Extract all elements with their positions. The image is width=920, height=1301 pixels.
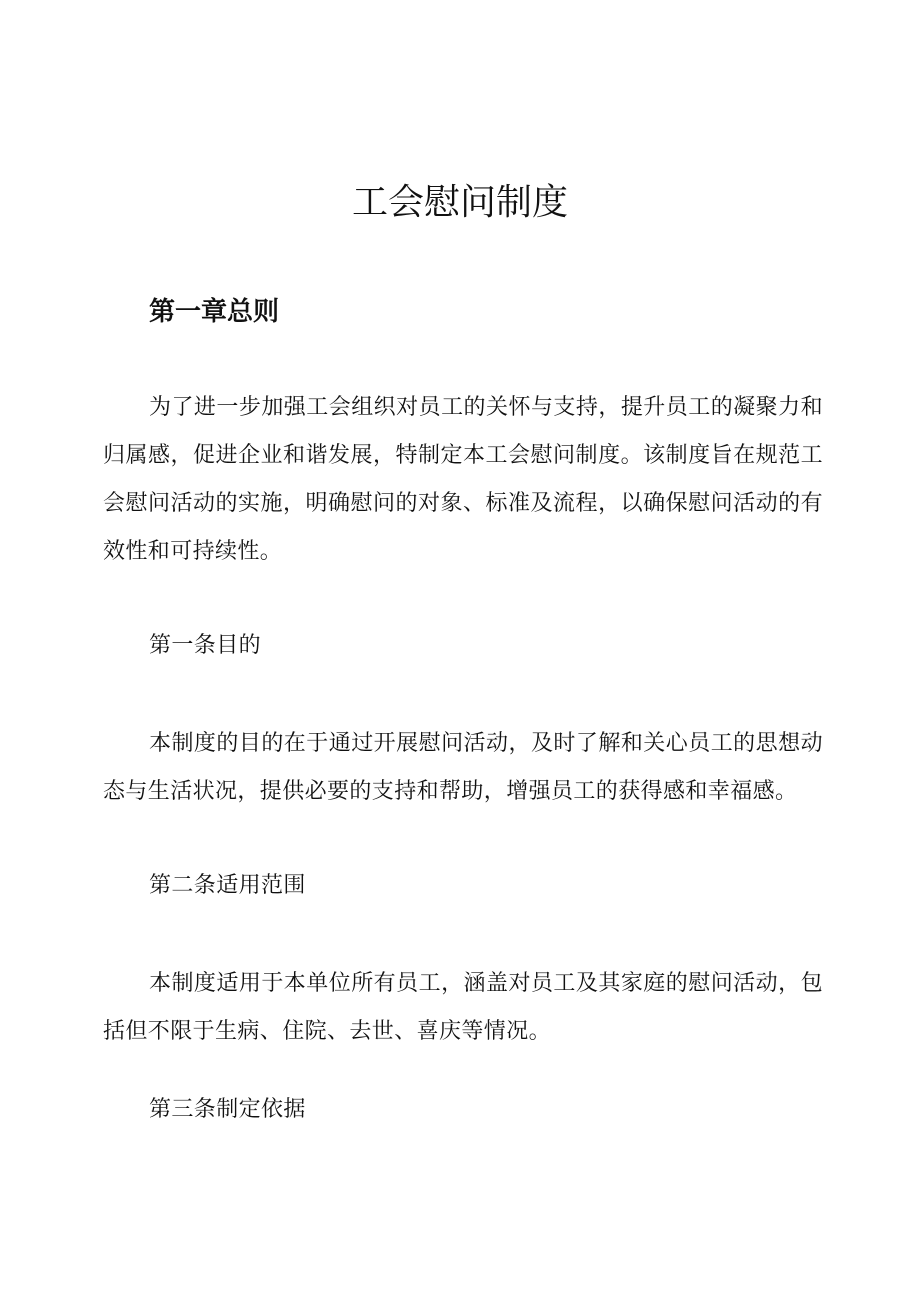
document-title: 工会慰问制度 xyxy=(351,182,568,223)
article-2-paragraph: 本制度适用于本单位所有员工，涵盖对员工及其家庭的慰问活动，包括但不限于生病、住院、去世、喜庆等情况。 xyxy=(103,971,823,1044)
article-1-paragraph: 本制度的目的在于通过开展慰问活动，及时了解和关心员工的思想动态与生活状况，提供必要的支持和帮助，增强员工的获得感和幸福感。 xyxy=(103,731,823,804)
chapter-heading: 第一章总则 xyxy=(149,297,280,327)
article-2-heading: 第二条适用范围 xyxy=(149,873,306,898)
intro-paragraph: 为了进一步加强工会组织对员工的关怀与支持，提升员工的凝聚力和归属感，促进企业和谐发展，特制定本工会慰问制度。该制度旨在规范工会慰问活动的实施，明确慰问的对象、标准及流程，以确保慰问活动的有效性和可持续性。 xyxy=(103,395,823,564)
article-1-heading: 第一条目的 xyxy=(149,633,262,658)
article-3-heading: 第三条制定依据 xyxy=(149,1097,306,1122)
